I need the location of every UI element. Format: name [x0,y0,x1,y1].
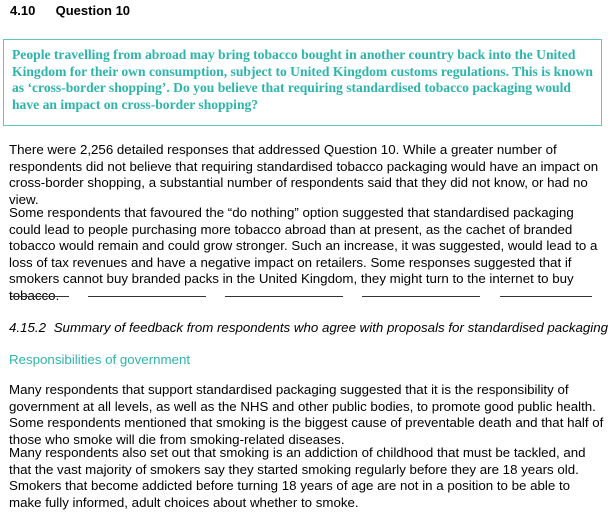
body-paragraph: Many respondents that support standardised packaging suggested that it is the responsibility of government at all levels, as well as the NHS and other public bodies, to promote good public health. Some respondents mentioned that smoking is the biggest cause of preventable death and that half of those who smoke will die from smoking-related diseases. [9,382,604,447]
section-number: 4.10 [10,3,36,18]
divider-segment [500,296,592,297]
body-paragraph: Some respondents that favoured the “do nothing” option suggested that standardised packaging could lead to people purchasing more tobacco abroad than at present, as the cachet of branded tobacco would remain and could grow stronger. Such an increase, it was suggested, would lead to a loss of tax revenues and have a negative impact on retailers. Some responses suggested that if smokers cannot buy branded packs in the United Kingdom, they might turn to the internet to buy tobacco. [9,205,598,303]
divider-segment [11,296,69,297]
divider-segment [88,296,206,297]
subsection-title: Summary of feedback from respondents who agree with proposals for standardised packaging [53,320,608,335]
body-paragraph: Many respondents also set out that smoking is an addiction of childhood that must be tackled, and that the vast majority of smokers say they started smoking regularly before they are 18 years old. Smokers that become addicted before turning 18 years of age are not in a position to be able to make fully informed, adult choices about whether to smoke. [9,445,586,510]
section-title: Question 10 [55,3,131,18]
question-box [3,39,602,126]
divider-segment [362,296,480,297]
divider-segment [225,296,343,297]
body-paragraph: There were 2,256 detailed responses that addressed Question 10. While a greater number of respondents did not believe that requiring standardised tobacco packaging would have an impact on cross-border shopping, a substantial number of respondents said that they did not know, or had no view. [9,142,599,207]
subsection-number: 4.15.2 [9,320,46,335]
section-heading [10,3,130,19]
subheading: Responsibilities of government [9,352,191,367]
subsection-heading [9,320,608,336]
section-divider [0,296,608,298]
question-text: People travelling from abroad may bring tobacco bought in another country back into the United Kingdom for their own consumption, subject to United Kingdom customs regulations. This is known as ‘cross-border shopping’. Do you believe that requiring standardised tobacco packaging would have an impact on cross-border shopping? [12,47,593,112]
